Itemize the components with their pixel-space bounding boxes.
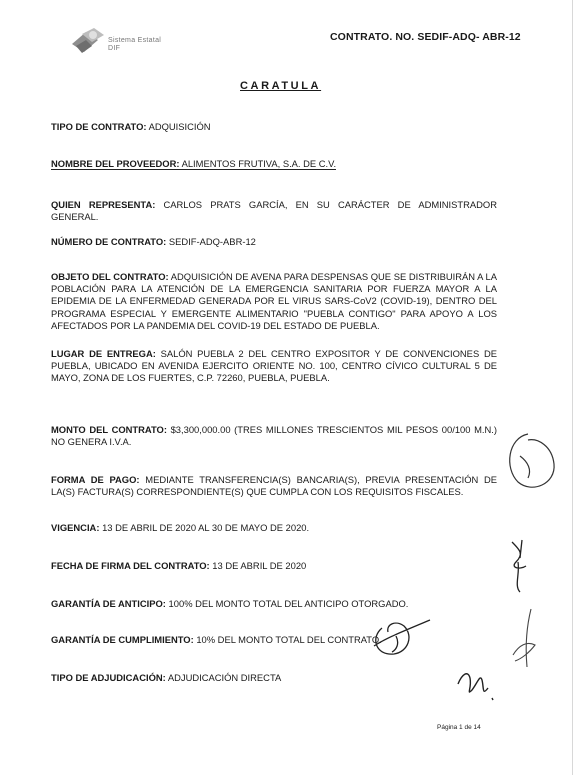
signature-guarantee bbox=[366, 610, 436, 662]
field-garantia-cumplimiento: GARANTÍA DE CUMPLIMIENTO: 10% DEL MONTO TOTAL DEL CONTRATO. bbox=[51, 634, 382, 645]
field-forma-pago: FORMA DE PAGO: MEDIANTE TRANSFERENCIA(S) BANCARIA(S), PREVIA PRESENTACIÓN DE LA(S) FACTURA(S) CORRESPONDIENTE(S) QUE CUMPLA CON LOS REQUISITOS FISCALES. bbox=[51, 474, 498, 498]
logo-text: Sistema Estatal DIF bbox=[108, 37, 162, 52]
field-vigencia: VIGENCIA: 13 DE ABRIL DE 2020 AL 30 DE MAYO DE 2020. bbox=[51, 522, 310, 533]
field-numero-contrato: NÚMERO DE CONTRATO: SEDIF-ADQ-ABR-12 bbox=[51, 236, 256, 247]
field-lugar-entrega: LUGAR DE ENTREGA: SALÓN PUEBLA 2 DEL CENTRO EXPOSITOR Y DE CONVENCIONES DE PUEBLA, UBICADO EN AVENIDA EJERCITO ORIENTE NO. 100, CENTRO CÍVICO CULTURAL 5 DE MAYO, ZONA DE LOS FUERTES, C.P. 72260, PUEBLA, PUEBLA. bbox=[51, 348, 497, 384]
field-objeto-contrato: OBJETO DEL CONTRATO: ADQUISICIÓN DE AVENA PARA DESPENSAS QUE SE DISTRIBUIRÁN A LA POBLACIÓN PARA LA ATENCIÓN DE LA EMERGENCIA SANITARIA POR FUERZA MAYOR A LA EPIDEMIA DE LA ENFERMEDAD GENERADA POR EL VIRUS SARS-CoV2 (COVID-19), DENTRO DEL PROGRAMA ESPECIAL Y EMERGENTE ALIMENTARIO "PUEBLA CONTIGO" PARA APOYO A LOS AFECTADOS POR LA PANDEMIA DEL COVID-19 DEL ESTADO DE PUEBLA. bbox=[51, 271, 497, 331]
signature-initial-4 bbox=[452, 660, 502, 706]
field-tipo-adjudicacion: TIPO DE ADJUDICACIÓN: ADJUDICACIÓN DIRECTA bbox=[51, 672, 282, 683]
signature-initial-2 bbox=[506, 536, 536, 596]
field-monto-contrato: MONTO DEL CONTRATO: $3,300,000.00 (TRES MILLONES TRESCIENTOS MIL PESOS 00/100 M.N.) NO GENERA I.V.A. bbox=[51, 424, 498, 448]
page-number: Página 1 de 14 bbox=[437, 724, 481, 731]
field-garantia-anticipo: GARANTÍA DE ANTICIPO: 100% DEL MONTO TOTAL DEL ANTICIPO OTORGADO. bbox=[51, 598, 409, 609]
signature-initial-3 bbox=[505, 605, 541, 675]
signature-initial-circle bbox=[498, 428, 560, 498]
field-fecha-firma: FECHA DE FIRMA DEL CONTRATO: 13 DE ABRIL DE 2020 bbox=[51, 560, 307, 571]
field-nombre-proveedor: NOMBRE DEL PROVEEDOR: ALIMENTOS FRUTIVA, S.A. DE C.V. bbox=[51, 158, 337, 169]
field-tipo-contrato: TIPO DE CONTRATO: ADQUISICIÓN bbox=[51, 121, 211, 132]
page-edge-shadow bbox=[572, 0, 573, 775]
page-title: CARATULA bbox=[240, 80, 322, 92]
contract-number-header: CONTRATO. NO. SEDIF-ADQ- ABR-12 bbox=[330, 31, 521, 43]
field-quien-representa: QUIEN REPRESENTA: CARLOS PRATS GARCÍA, EN SU CARÁCTER DE ADMINISTRADOR GENERAL. bbox=[51, 199, 497, 223]
